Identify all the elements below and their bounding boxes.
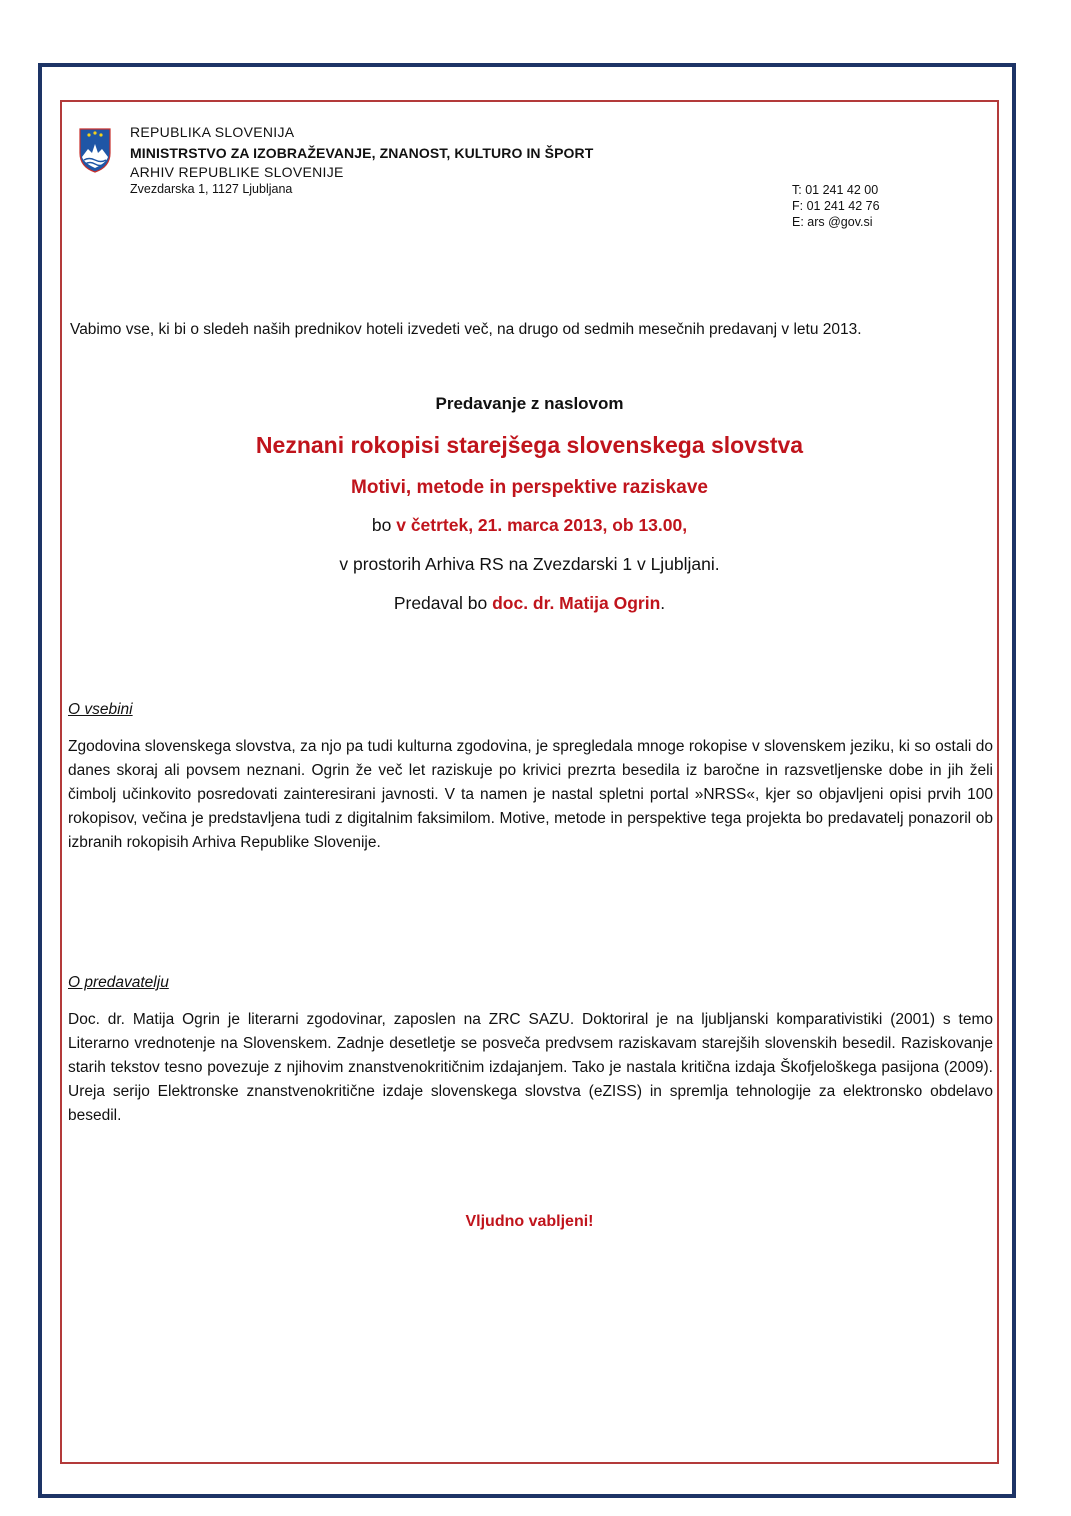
lecture-speaker: doc. dr. Matija Ogrin bbox=[492, 593, 661, 613]
lecture-title: Neznani rokopisi starejšega slovenskega slovstva bbox=[255, 432, 804, 458]
about-heading: O vsebini bbox=[68, 701, 133, 718]
contact-fax: F: 01 241 42 76 bbox=[792, 199, 880, 213]
speaker-suffix: . bbox=[660, 593, 666, 613]
lecturer-text: Doc. dr. Matija Ogrin je literarni zgodovinar, zaposlen na ZRC SAZU. Doktoriral je na ljubljanski komparativistiki (2001) s temo Literarno vrednotenje na Slovenskem. Zadnje desetletje se posveča predvsem raziskavam starejših slovenskih besedil. Raziskovanje starih tekstov tesno povezuje z njihovim znanstvenokritičnim izdajanjem. Tako je nastala kritična izdaja Škofjeloškega pasijona (2009). Ureja serijo Elektronske znanstvenokritične izdaje slovenskega slovstva (eZISS) in spremlja tehnologije za elektronsko obdelavo besedil. bbox=[68, 1011, 993, 1124]
speaker-prefix: Predaval bo bbox=[393, 593, 493, 613]
contact-email: E: ars @gov.si bbox=[792, 215, 873, 229]
about-text: Zgodovina slovenskega slovstva, za njo pa tudi kulturna zgodovina, je spregledala mnoge rokopise v slovenskem jeziku, ki so ostali do danes skoraj ali povsem neznani. Ogrin že več let raziskuje po krivici prezrta besedila iz baročne in razsvetljenske dobe in jih želi čimbolj učinkovito posredovati zainteresirani javnosti. V ta namen je nastal spletni portal »NRSS«, kjer so objavljeni opisi prvih 100 rokopisov, večina je predstavljena tudi z digitalnim faksimilom. Motive, metode in perspektive tega projekta bo predavatelj ponazoril ob izbranih rokopisih Arhiva Republike Slovenije. bbox=[68, 738, 993, 851]
date-prefix: bo bbox=[371, 515, 397, 535]
lecturer-heading: O predavatelju bbox=[68, 974, 169, 991]
lecture-location: v prostorih Arhiva RS na Zvezdarski 1 v Ljubljani. bbox=[339, 554, 720, 574]
contact-phone: T: 01 241 42 00 bbox=[792, 183, 879, 197]
letterhead-address: Zvezdarska 1, 1127 Ljubljana bbox=[130, 182, 293, 196]
closing-text: Vljudno vabljeni! bbox=[465, 1213, 594, 1230]
lecture-date-line bbox=[60, 515, 999, 536]
intro-text: Vabimo vse, ki bi o sledeh naših prednikov hoteli izvedeti več, na drugo od sedmih mesečnih predavanj v letu 2013. bbox=[70, 321, 862, 338]
letterhead-republic: REPUBLIKA SLOVENIJA bbox=[130, 124, 295, 140]
lecture-label: Predavanje z naslovom bbox=[435, 394, 624, 413]
lecture-date: v četrtek, 21. marca 2013, ob 13.00, bbox=[396, 515, 688, 535]
contact-block bbox=[792, 182, 880, 230]
letterhead-archive: ARHIV REPUBLIKE SLOVENIJE bbox=[130, 164, 344, 180]
lecture-subtitle: Motivi, metode in perspektive raziskave bbox=[351, 477, 708, 498]
letterhead-ministry: MINISTRSTVO ZA IZOBRAŽEVANJE, ZNANOST, KULTURO IN ŠPORT bbox=[130, 145, 594, 161]
coat-of-arms-icon bbox=[78, 127, 112, 173]
lecture-speaker-line bbox=[60, 593, 999, 614]
